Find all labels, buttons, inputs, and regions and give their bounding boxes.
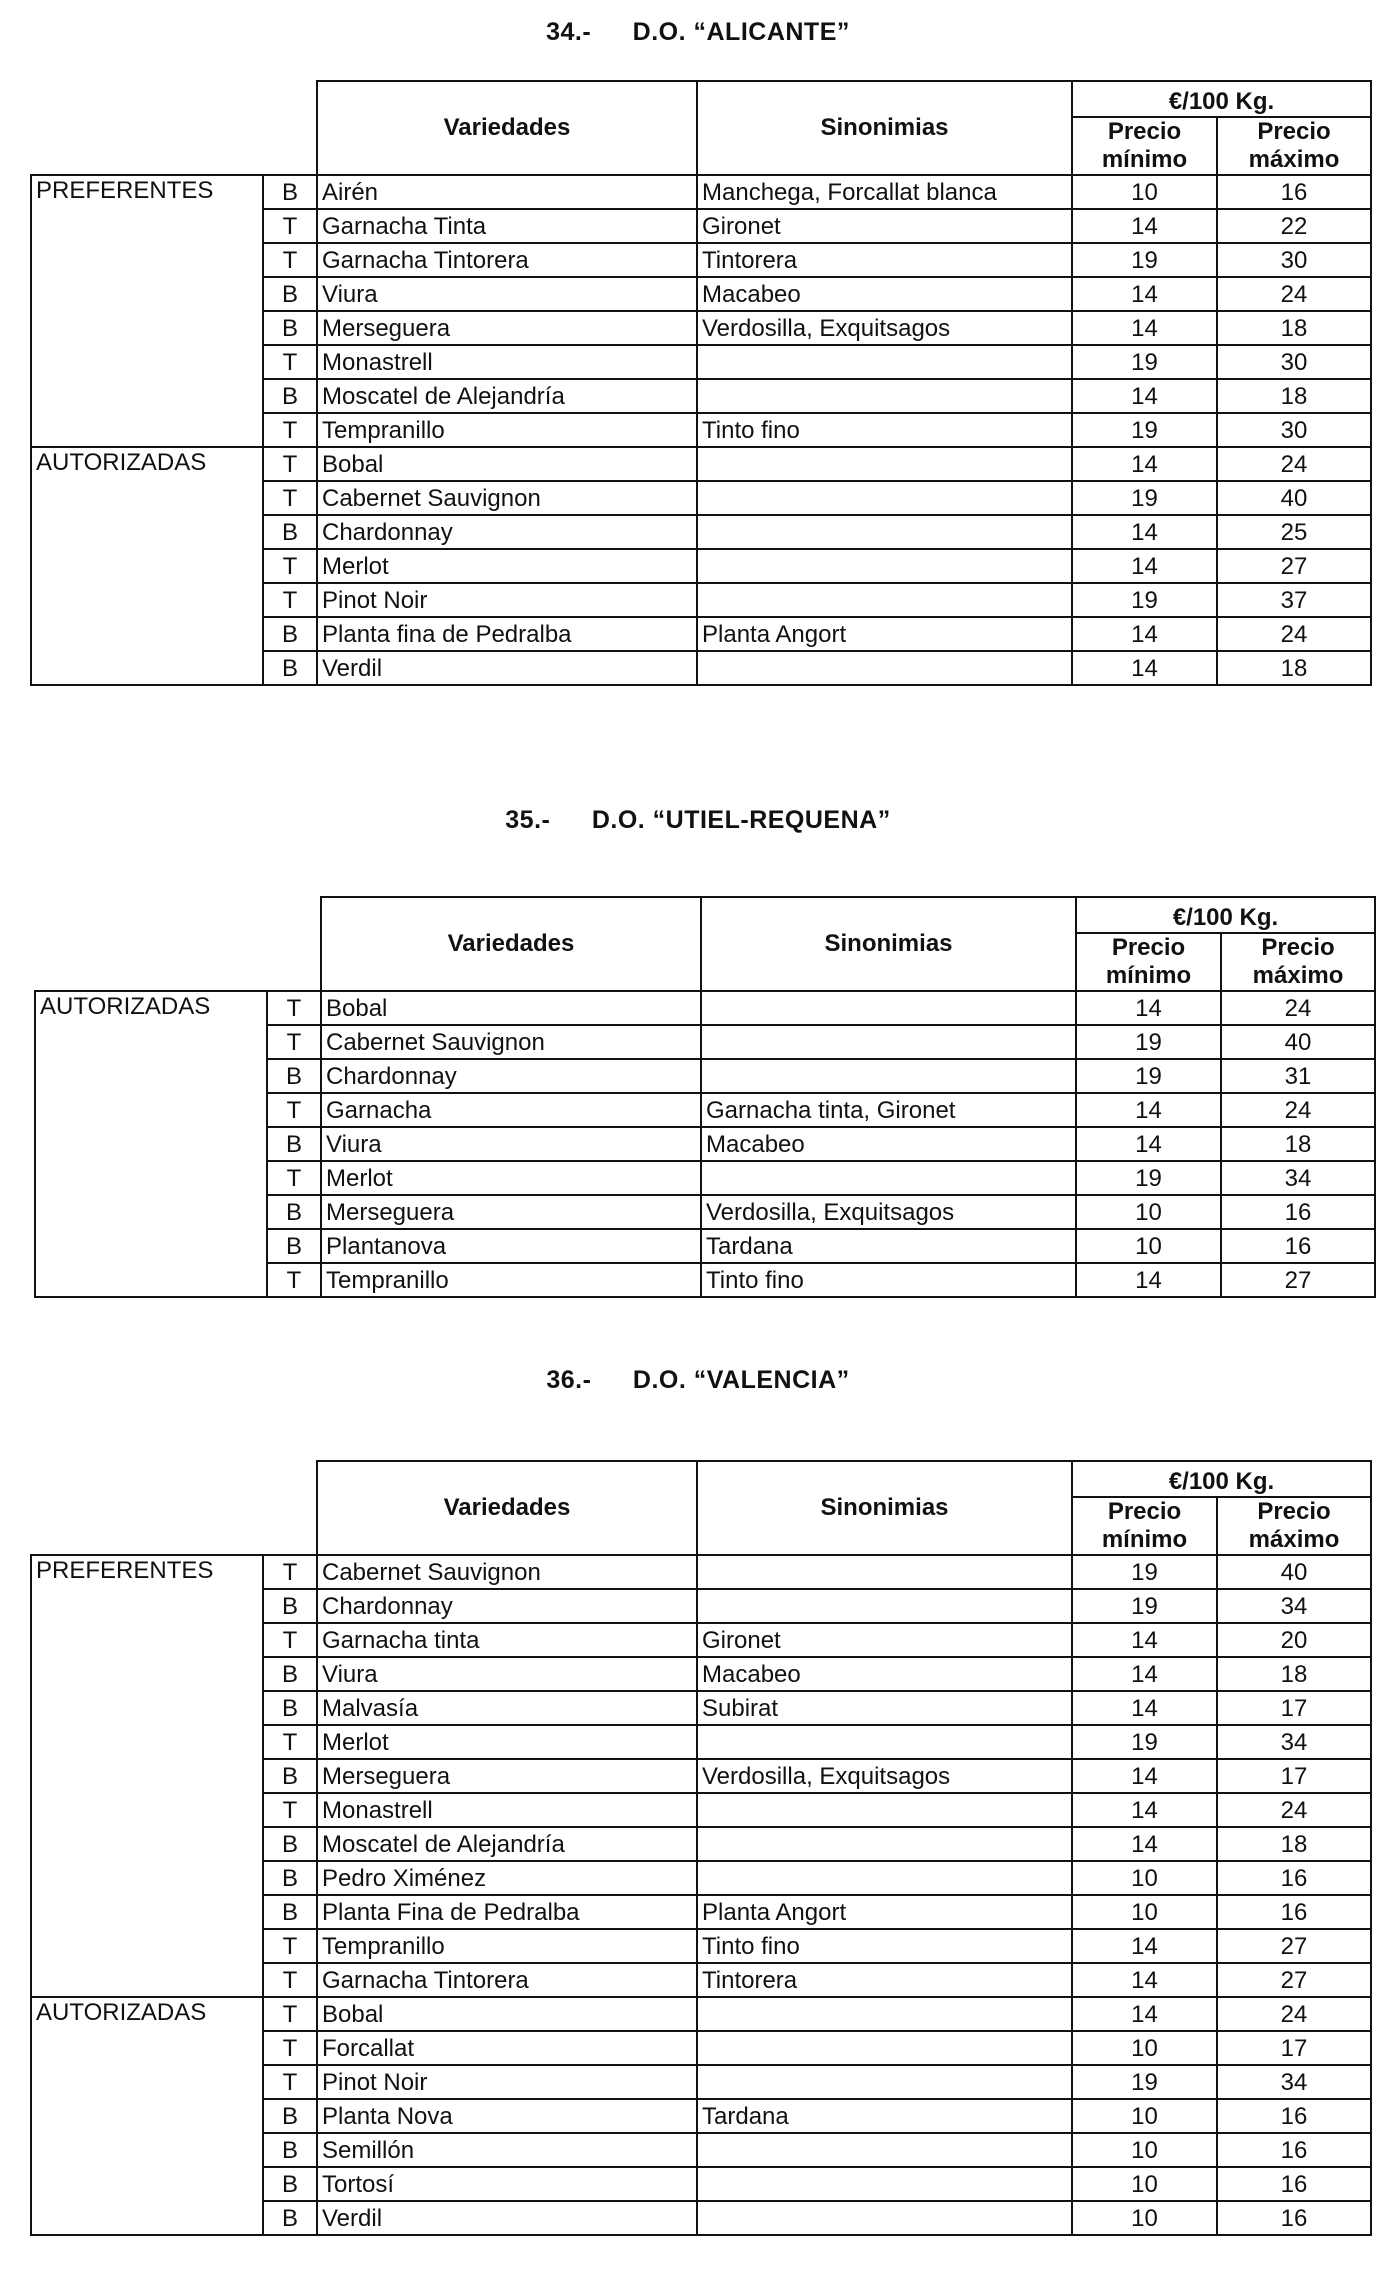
- price-max-cell: 18: [1221, 1127, 1375, 1161]
- synonym-cell: Tinto fino: [701, 1263, 1076, 1297]
- synonym-cell: [697, 549, 1072, 583]
- synonym-cell: [697, 1555, 1072, 1589]
- variety-cell: Viura: [317, 1657, 697, 1691]
- color-cell: B: [263, 2099, 317, 2133]
- price-min-cell: 14: [1072, 1997, 1217, 2031]
- synonym-cell: Tintorera: [697, 243, 1072, 277]
- variety-cell: Tempranillo: [317, 1929, 697, 1963]
- price-min-cell: 14: [1076, 991, 1221, 1025]
- variety-cell: Garnacha: [321, 1093, 701, 1127]
- variety-cell: Verdil: [317, 2201, 697, 2235]
- variety-cell: Garnacha Tintorera: [317, 243, 697, 277]
- synonym-cell: [697, 1997, 1072, 2031]
- section-title-utiel-requena: [0, 806, 1396, 835]
- price-max-cell: 27: [1217, 1963, 1371, 1997]
- price-min-cell: 14: [1076, 1127, 1221, 1161]
- price-max-cell: 37: [1217, 583, 1371, 617]
- header-maximo-label: máximo: [1248, 1526, 1340, 1553]
- price-max-cell: 25: [1217, 515, 1371, 549]
- synonym-cell: Macabeo: [697, 1657, 1072, 1691]
- price-max-cell: 17: [1217, 1691, 1371, 1725]
- price-min-cell: 19: [1076, 1025, 1221, 1059]
- color-cell: T: [263, 1963, 317, 1997]
- price-max-cell: 16: [1217, 1861, 1371, 1895]
- variety-cell: Plantanova: [321, 1229, 701, 1263]
- price-max-cell: 27: [1221, 1263, 1375, 1297]
- table-utiel-requena: [34, 896, 1376, 1298]
- price-min-cell: 10: [1072, 2167, 1217, 2201]
- price-max-cell: 24: [1217, 617, 1371, 651]
- synonym-cell: [697, 1793, 1072, 1827]
- price-min-cell: 14: [1076, 1093, 1221, 1127]
- section-number: 35.-: [505, 806, 551, 834]
- variety-cell: Moscatel de Alejandría: [317, 1827, 697, 1861]
- price-min-cell: 19: [1072, 583, 1217, 617]
- header-variedades: Variedades: [317, 1461, 697, 1555]
- category-cell: AUTORIZADAS: [35, 991, 267, 1297]
- header-blank: [31, 1461, 317, 1555]
- price-max-cell: 16: [1217, 175, 1371, 209]
- table-row: [31, 1997, 1371, 2031]
- color-cell: T: [263, 1929, 317, 1963]
- color-cell: T: [263, 1623, 317, 1657]
- table-row: [35, 991, 1375, 1025]
- synonym-cell: [701, 991, 1076, 1025]
- variety-cell: Forcallat: [317, 2031, 697, 2065]
- variety-cell: Moscatel de Alejandría: [317, 379, 697, 413]
- price-min-cell: 14: [1076, 1263, 1221, 1297]
- price-max-cell: 24: [1217, 277, 1371, 311]
- header-precio-maximo: [1221, 933, 1375, 991]
- price-max-cell: 27: [1217, 549, 1371, 583]
- price-min-cell: 19: [1072, 2065, 1217, 2099]
- price-min-cell: 14: [1072, 1793, 1217, 1827]
- synonym-cell: [697, 345, 1072, 379]
- synonym-cell: [697, 1725, 1072, 1759]
- price-min-cell: 10: [1072, 1861, 1217, 1895]
- header-precio-label: Precio: [1257, 118, 1331, 145]
- synonym-cell: Manchega, Forcallat blanca: [697, 175, 1072, 209]
- header-precio-minimo: [1072, 1497, 1217, 1555]
- color-cell: B: [263, 2167, 317, 2201]
- price-max-cell: 16: [1217, 2167, 1371, 2201]
- price-max-cell: 34: [1217, 1725, 1371, 1759]
- price-min-cell: 14: [1072, 1759, 1217, 1793]
- synonym-cell: Verdosilla, Exquitsagos: [697, 311, 1072, 345]
- synonym-cell: [701, 1025, 1076, 1059]
- header-sinonimias: Sinonimias: [701, 897, 1076, 991]
- price-max-cell: 18: [1217, 651, 1371, 685]
- variety-cell: Monastrell: [317, 345, 697, 379]
- price-min-cell: 10: [1076, 1229, 1221, 1263]
- price-max-cell: 18: [1217, 311, 1371, 345]
- color-cell: B: [263, 1691, 317, 1725]
- price-max-cell: 16: [1217, 2201, 1371, 2235]
- variety-cell: Merlot: [317, 549, 697, 583]
- header-variedades: Variedades: [321, 897, 701, 991]
- synonym-cell: [697, 1589, 1072, 1623]
- color-cell: B: [263, 175, 317, 209]
- synonym-cell: [697, 2031, 1072, 2065]
- synonym-cell: [701, 1059, 1076, 1093]
- synonym-cell: Macabeo: [701, 1127, 1076, 1161]
- variety-cell: Verdil: [317, 651, 697, 685]
- price-min-cell: 10: [1072, 175, 1217, 209]
- color-cell: B: [263, 1895, 317, 1929]
- synonym-cell: Verdosilla, Exquitsagos: [697, 1759, 1072, 1793]
- synonym-cell: [697, 651, 1072, 685]
- variety-cell: Merseguera: [317, 1759, 697, 1793]
- price-max-cell: 24: [1217, 1793, 1371, 1827]
- color-cell: B: [263, 1759, 317, 1793]
- synonym-cell: [697, 2133, 1072, 2167]
- price-max-cell: 18: [1217, 1827, 1371, 1861]
- price-max-cell: 27: [1217, 1929, 1371, 1963]
- color-cell: T: [263, 1555, 317, 1589]
- variety-cell: Tempranillo: [321, 1263, 701, 1297]
- header-precio-label: Precio: [1257, 1498, 1331, 1525]
- price-min-cell: 19: [1072, 243, 1217, 277]
- variety-cell: Merseguera: [321, 1195, 701, 1229]
- variety-cell: Tortosí: [317, 2167, 697, 2201]
- color-cell: T: [263, 345, 317, 379]
- price-max-cell: 40: [1217, 1555, 1371, 1589]
- variety-cell: Chardonnay: [317, 1589, 697, 1623]
- variety-cell: Cabernet Sauvignon: [317, 1555, 697, 1589]
- price-max-cell: 34: [1221, 1161, 1375, 1195]
- color-cell: T: [267, 1093, 321, 1127]
- color-cell: B: [263, 651, 317, 685]
- section-name: D.O. “UTIEL-REQUENA”: [591, 806, 891, 834]
- variety-cell: Monastrell: [317, 1793, 697, 1827]
- synonym-cell: Tinto fino: [697, 413, 1072, 447]
- variety-cell: Pinot Noir: [317, 583, 697, 617]
- price-min-cell: 10: [1072, 1895, 1217, 1929]
- header-precio-maximo: [1217, 1497, 1371, 1555]
- header-minimo-label: mínimo: [1101, 146, 1188, 173]
- price-max-cell: 24: [1221, 991, 1375, 1025]
- variety-cell: Viura: [317, 277, 697, 311]
- header-variedades: Variedades: [317, 81, 697, 175]
- synonym-cell: [697, 583, 1072, 617]
- color-cell: T: [263, 481, 317, 515]
- section-number: 36.-: [546, 1366, 592, 1394]
- color-cell: B: [263, 1827, 317, 1861]
- synonym-cell: [697, 2167, 1072, 2201]
- price-min-cell: 14: [1072, 1691, 1217, 1725]
- color-cell: B: [263, 1589, 317, 1623]
- price-min-cell: 14: [1072, 515, 1217, 549]
- synonym-cell: Macabeo: [697, 277, 1072, 311]
- price-max-cell: 24: [1217, 447, 1371, 481]
- price-min-cell: 10: [1076, 1195, 1221, 1229]
- header-precio-label: Precio: [1107, 1498, 1182, 1525]
- price-max-cell: 18: [1217, 1657, 1371, 1691]
- header-precio-label: Precio: [1261, 934, 1335, 961]
- synonym-cell: [697, 2201, 1072, 2235]
- color-cell: T: [263, 583, 317, 617]
- price-min-cell: 10: [1072, 2031, 1217, 2065]
- color-cell: B: [263, 1657, 317, 1691]
- header-blank: [35, 897, 321, 991]
- price-min-cell: 14: [1072, 1963, 1217, 1997]
- table-alicante: [30, 80, 1372, 686]
- header-precio-label: Precio: [1107, 118, 1182, 145]
- price-min-cell: 14: [1072, 1827, 1217, 1861]
- color-cell: T: [263, 209, 317, 243]
- color-cell: T: [263, 549, 317, 583]
- synonym-cell: [697, 447, 1072, 481]
- synonym-cell: Gironet: [697, 209, 1072, 243]
- variety-cell: Merlot: [321, 1161, 701, 1195]
- price-max-cell: 16: [1217, 2133, 1371, 2167]
- header-minimo-label: mínimo: [1105, 962, 1192, 989]
- price-min-cell: 19: [1072, 345, 1217, 379]
- price-min-cell: 14: [1072, 1929, 1217, 1963]
- synonym-cell: Subirat: [697, 1691, 1072, 1725]
- synonym-cell: [697, 1861, 1072, 1895]
- color-cell: T: [267, 1161, 321, 1195]
- price-min-cell: 19: [1072, 1725, 1217, 1759]
- price-min-cell: 14: [1072, 1657, 1217, 1691]
- price-max-cell: 16: [1221, 1229, 1375, 1263]
- variety-cell: Planta fina de Pedralba: [317, 617, 697, 651]
- synonym-cell: [701, 1161, 1076, 1195]
- price-max-cell: 24: [1217, 1997, 1371, 2031]
- price-max-cell: 22: [1217, 209, 1371, 243]
- color-cell: B: [267, 1127, 321, 1161]
- color-cell: B: [263, 379, 317, 413]
- variety-cell: Bobal: [317, 447, 697, 481]
- color-cell: B: [267, 1195, 321, 1229]
- variety-cell: Bobal: [317, 1997, 697, 2031]
- section-name: D.O. “ALICANTE”: [632, 18, 850, 46]
- synonym-cell: Tardana: [701, 1229, 1076, 1263]
- color-cell: T: [263, 2065, 317, 2099]
- header-maximo-label: máximo: [1252, 962, 1344, 989]
- price-max-cell: 34: [1217, 2065, 1371, 2099]
- variety-cell: Pinot Noir: [317, 2065, 697, 2099]
- header-euro-per-100kg: €/100 Kg.: [1072, 1461, 1371, 1497]
- synonym-cell: [697, 481, 1072, 515]
- price-max-cell: 34: [1217, 1589, 1371, 1623]
- variety-cell: Viura: [321, 1127, 701, 1161]
- variety-cell: Malvasía: [317, 1691, 697, 1725]
- table-row: [31, 175, 1371, 209]
- variety-cell: Airén: [317, 175, 697, 209]
- synonym-cell: Planta Angort: [697, 1895, 1072, 1929]
- price-max-cell: 16: [1217, 1895, 1371, 1929]
- section-number: 34.-: [546, 18, 592, 46]
- price-min-cell: 14: [1072, 379, 1217, 413]
- table-row: [31, 447, 1371, 481]
- synonym-cell: Garnacha tinta, Gironet: [701, 1093, 1076, 1127]
- header-precio-minimo: [1076, 933, 1221, 991]
- section-title-valencia: [0, 1366, 1396, 1395]
- price-max-cell: 18: [1217, 379, 1371, 413]
- price-max-cell: 16: [1221, 1195, 1375, 1229]
- color-cell: T: [263, 1793, 317, 1827]
- variety-cell: Chardonnay: [321, 1059, 701, 1093]
- variety-cell: Chardonnay: [317, 515, 697, 549]
- price-max-cell: 40: [1217, 481, 1371, 515]
- color-cell: B: [263, 1861, 317, 1895]
- variety-cell: Pedro Ximénez: [317, 1861, 697, 1895]
- color-cell: B: [263, 311, 317, 345]
- color-cell: T: [263, 2031, 317, 2065]
- variety-cell: Merlot: [317, 1725, 697, 1759]
- variety-cell: Planta Fina de Pedralba: [317, 1895, 697, 1929]
- section-name: D.O. “VALENCIA”: [632, 1366, 850, 1394]
- price-min-cell: 19: [1072, 1555, 1217, 1589]
- synonym-cell: Tinto fino: [697, 1929, 1072, 1963]
- price-min-cell: 19: [1072, 481, 1217, 515]
- price-max-cell: 20: [1217, 1623, 1371, 1657]
- header-sinonimias: Sinonimias: [697, 1461, 1072, 1555]
- variety-cell: Cabernet Sauvignon: [317, 481, 697, 515]
- synonym-cell: [697, 379, 1072, 413]
- price-min-cell: 14: [1072, 311, 1217, 345]
- category-cell: PREFERENTES: [31, 175, 263, 447]
- color-cell: T: [263, 413, 317, 447]
- synonym-cell: Gironet: [697, 1623, 1072, 1657]
- color-cell: B: [263, 515, 317, 549]
- header-sinonimias: Sinonimias: [697, 81, 1072, 175]
- section-title-alicante: [0, 18, 1396, 47]
- category-cell: PREFERENTES: [31, 1555, 263, 1997]
- price-max-cell: 30: [1217, 413, 1371, 447]
- table-valencia: [30, 1460, 1372, 2236]
- price-min-cell: 14: [1072, 549, 1217, 583]
- variety-cell: Garnacha tinta: [317, 1623, 697, 1657]
- synonym-cell: [697, 1827, 1072, 1861]
- price-min-cell: 19: [1072, 413, 1217, 447]
- price-min-cell: 14: [1072, 651, 1217, 685]
- synonym-cell: Verdosilla, Exquitsagos: [701, 1195, 1076, 1229]
- variety-cell: Garnacha Tintorera: [317, 1963, 697, 1997]
- header-precio-minimo: [1072, 117, 1217, 175]
- synonym-cell: [697, 2065, 1072, 2099]
- price-max-cell: 17: [1217, 1759, 1371, 1793]
- color-cell: B: [263, 2133, 317, 2167]
- price-max-cell: 24: [1221, 1093, 1375, 1127]
- variety-cell: Cabernet Sauvignon: [321, 1025, 701, 1059]
- header-minimo-label: mínimo: [1101, 1526, 1188, 1553]
- variety-cell: Semillón: [317, 2133, 697, 2167]
- color-cell: B: [263, 617, 317, 651]
- color-cell: T: [263, 1725, 317, 1759]
- price-max-cell: 16: [1217, 2099, 1371, 2133]
- price-min-cell: 14: [1072, 447, 1217, 481]
- variety-cell: Bobal: [321, 991, 701, 1025]
- header-maximo-label: máximo: [1248, 146, 1340, 173]
- header-euro-per-100kg: €/100 Kg.: [1076, 897, 1375, 933]
- color-cell: B: [263, 277, 317, 311]
- table-row: [31, 1555, 1371, 1589]
- synonym-cell: Planta Angort: [697, 617, 1072, 651]
- header-precio-maximo: [1217, 117, 1371, 175]
- variety-cell: Merseguera: [317, 311, 697, 345]
- variety-cell: Planta Nova: [317, 2099, 697, 2133]
- color-cell: T: [263, 243, 317, 277]
- price-min-cell: 14: [1072, 277, 1217, 311]
- synonym-cell: [697, 515, 1072, 549]
- variety-cell: Garnacha Tinta: [317, 209, 697, 243]
- color-cell: B: [263, 2201, 317, 2235]
- synonym-cell: Tintorera: [697, 1963, 1072, 1997]
- header-precio-label: Precio: [1111, 934, 1186, 961]
- price-max-cell: 31: [1221, 1059, 1375, 1093]
- price-min-cell: 14: [1072, 617, 1217, 651]
- color-cell: B: [267, 1229, 321, 1263]
- price-max-cell: 17: [1217, 2031, 1371, 2065]
- category-cell: AUTORIZADAS: [31, 1997, 263, 2235]
- price-min-cell: 19: [1076, 1161, 1221, 1195]
- synonym-cell: Tardana: [697, 2099, 1072, 2133]
- color-cell: T: [267, 1263, 321, 1297]
- price-min-cell: 14: [1072, 209, 1217, 243]
- color-cell: T: [267, 1025, 321, 1059]
- price-min-cell: 19: [1072, 1589, 1217, 1623]
- color-cell: T: [263, 447, 317, 481]
- variety-cell: Tempranillo: [317, 413, 697, 447]
- color-cell: T: [267, 991, 321, 1025]
- header-blank: [31, 81, 317, 175]
- price-min-cell: 10: [1072, 2133, 1217, 2167]
- price-min-cell: 10: [1072, 2099, 1217, 2133]
- category-cell: AUTORIZADAS: [31, 447, 263, 685]
- price-max-cell: 30: [1217, 345, 1371, 379]
- color-cell: T: [263, 1997, 317, 2031]
- price-min-cell: 19: [1076, 1059, 1221, 1093]
- price-min-cell: 14: [1072, 1623, 1217, 1657]
- price-max-cell: 40: [1221, 1025, 1375, 1059]
- header-euro-per-100kg: €/100 Kg.: [1072, 81, 1371, 117]
- color-cell: B: [267, 1059, 321, 1093]
- price-min-cell: 10: [1072, 2201, 1217, 2235]
- price-max-cell: 30: [1217, 243, 1371, 277]
